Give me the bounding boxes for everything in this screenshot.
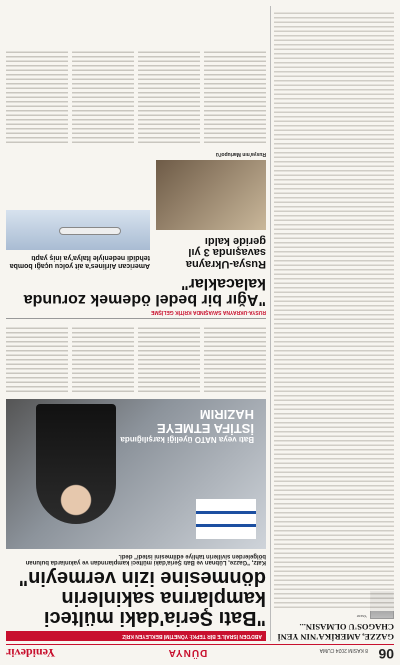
page-number: 06 (378, 646, 394, 662)
body-column (6, 325, 68, 395)
body-column (138, 52, 200, 147)
body-column (204, 52, 266, 147)
body-column (6, 52, 68, 147)
third-subhead: Rusya'nın Mariupol'ü (215, 151, 266, 158)
second-story (6, 275, 266, 319)
second-headline: "Ağır bir bedel ödemek zorunda kalacaklar" (23, 275, 266, 308)
israeli-flag-image (196, 499, 256, 539)
lead-deck: Katz, "Gazze, Lübnan ve Batı Şeria'daki mülteci kamplarından ve yakınlarda bulunan bölgelerden sivillerin tahliye edilmesini istedi" dedi. (25, 553, 266, 565)
body-column (138, 325, 200, 395)
main-stories (6, 52, 266, 642)
third-story (156, 152, 266, 270)
photo-quote-line1: Batı veya NATO üyeliği karşılığında (120, 435, 254, 444)
photo-quote (104, 407, 254, 444)
opinion-body-text (274, 11, 394, 611)
photo-quote-line2: İSTİFA ETMEYE HAZIRIM (156, 407, 254, 436)
airplane-photo (6, 210, 150, 250)
fourth-story (6, 152, 150, 270)
page-info (320, 644, 394, 662)
third-headline: Rusya-Ukrayna savaşında 3 yıl geride kaldı (185, 235, 266, 270)
lead-body-columns (6, 325, 266, 395)
column-divider (270, 6, 271, 641)
newspaper-logo: Yenidevir (6, 646, 56, 661)
page-date: 8 KASIM 2024 CUMA (319, 647, 368, 653)
fourth-headline: American Airlines'a ait yolcu uçağı bomba tehdidi nedeniyle İtalya'ya iniş yaptı (9, 254, 150, 269)
opinion-headline: GAZZE, AMERİKA'NIN YENİ CHAGOS'U OLMASIN... (277, 622, 394, 642)
lead-photo (6, 399, 266, 549)
third-photo (156, 161, 266, 231)
columnist-byline: Yazar (356, 614, 367, 619)
section-label: DÜNYA (167, 647, 208, 659)
second-kicker: RUSYA-UKRAYNA SAVAŞINDA KRİTİK GELİŞME (151, 309, 266, 315)
body-column (204, 325, 266, 395)
lead-headline: "Batı Şeria'daki mülteci kamplarına sakinlerin dönmesine izin vermeyin" (18, 567, 266, 629)
opinion-column (274, 11, 394, 641)
lead-kicker: ABD'DEN İSRAİL'E BİR TEPKİ: YÖNETİMİ BEKLEYEN KRİZ (6, 631, 266, 641)
body-column (72, 52, 134, 147)
masthead (6, 644, 394, 661)
body-column (72, 325, 134, 395)
lower-stories (6, 152, 266, 270)
lower-body-columns (6, 52, 266, 147)
